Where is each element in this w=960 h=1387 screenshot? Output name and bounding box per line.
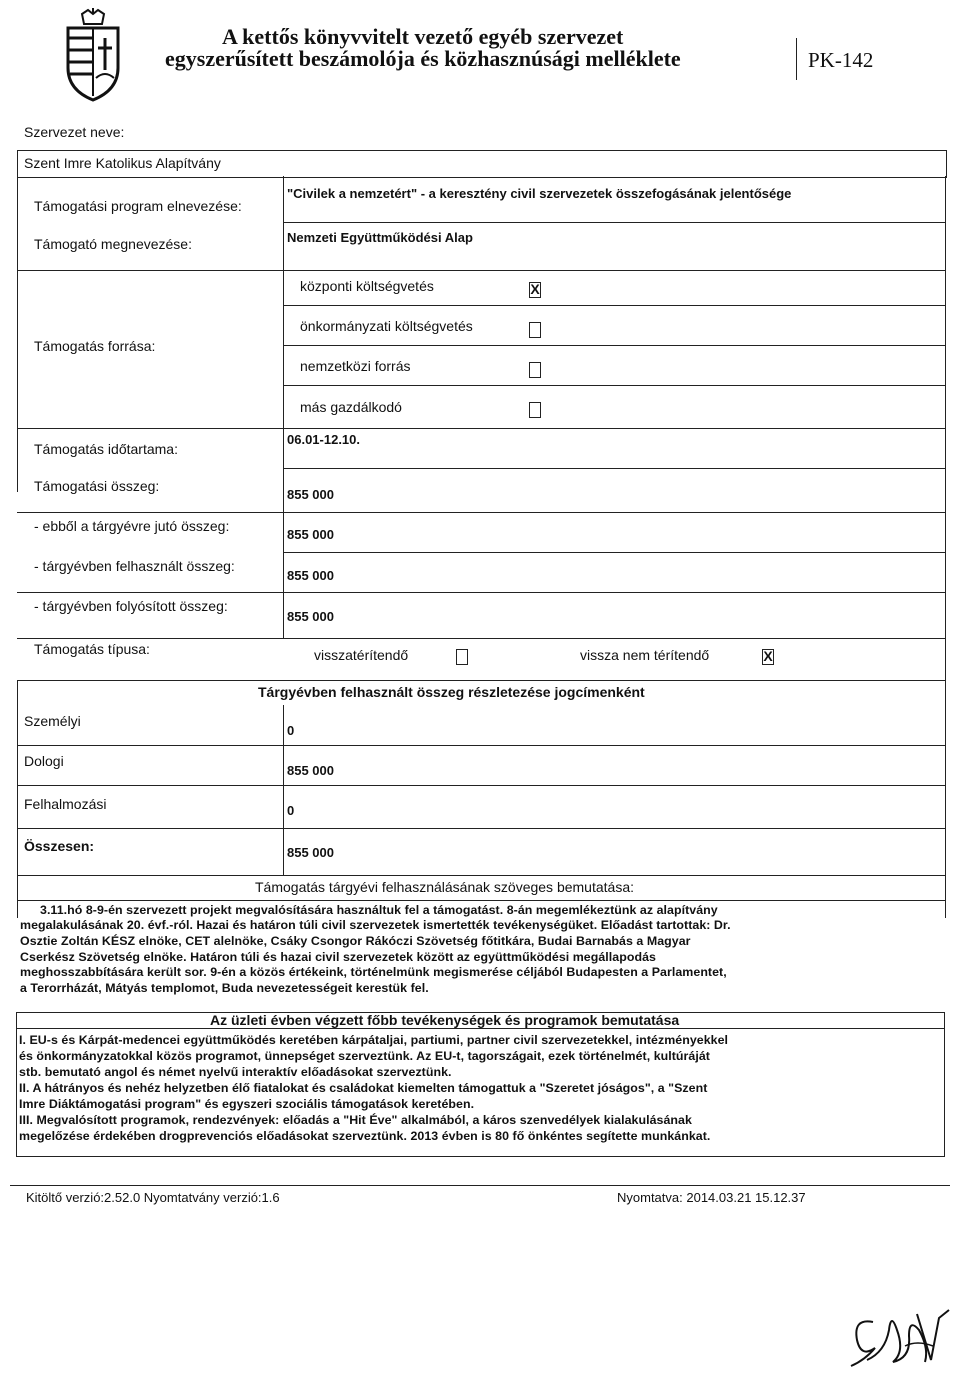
source-central-label: központi költségvetés — [300, 278, 434, 294]
supporter-label: Támogató megnevezése: — [34, 236, 192, 252]
handwritten-signature — [845, 1300, 955, 1380]
source-municipal-label: önkormányzati költségvetés — [300, 318, 473, 334]
year-share-value: 855 000 — [287, 527, 334, 542]
activities-line: stb. bemutató angol és német nyelvű interaktív előadásokat szerveztünk. — [19, 1065, 452, 1079]
type-refundable-checkbox[interactable] — [456, 649, 468, 665]
usage-line: 3.11.hó 8-9-én szervezett projekt megvalósítására használtuk fel a támogatást. 8-án megemlékeztünk az alapítvány — [40, 903, 718, 917]
program-value: "Civilek a nemzetért" - a keresztény civil szervezetek összefogásának jelentősége — [287, 186, 792, 201]
breakdown-personal-value: 0 — [287, 723, 295, 738]
paid-amount-label: - tárgyévben folyósított összeg: — [34, 598, 228, 614]
breakdown-total-value: 855 000 — [287, 845, 334, 860]
usage-line: megalakulásának 20. évf.-ról. Hazai és határon túli civil szervezetek ismertették tevékenységüket. Előadást tartottak: Dr. — [20, 918, 731, 932]
type-label: Támogatás típusa: — [34, 641, 150, 657]
type-nonrefundable-checkbox[interactable]: X — [763, 648, 773, 664]
activities-line: Imre Diáktámogatási program" és egyszeri szociális támogatások keretében. — [19, 1097, 475, 1111]
year-share-label: - ebből a tárgyévre jutó összeg: — [34, 518, 230, 534]
source-international-label: nemzetközi forrás — [300, 358, 411, 374]
type-nonrefundable-label: vissza nem térítendő — [580, 647, 710, 663]
footer-version: Kitöltő verzió:2.52.0 Nyomtatvány verzió:1.6 — [26, 1190, 280, 1205]
coat-of-arms-icon — [62, 8, 124, 102]
paid-amount-value: 855 000 — [287, 609, 334, 624]
used-amount-value: 855 000 — [287, 568, 334, 583]
usage-line: meghosszabbítására került sor. 9-én a közös értékeink, történelmünk megismerése céljából Budapesten a Parlamentet, — [20, 965, 727, 979]
source-municipal-checkbox[interactable] — [529, 322, 541, 338]
org-name-label: Szervezet neve: — [24, 124, 125, 140]
breakdown-total-label: Összesen: — [24, 838, 95, 854]
activities-heading: Az üzleti évben végzett főbb tevékenységek és programok bemutatása — [210, 1012, 680, 1028]
breakdown-heading: Tárgyévben felhasznált összeg részletezése jogcímenként — [258, 684, 645, 700]
amount-label: Támogatási összeg: — [34, 478, 160, 494]
duration-label: Támogatás időtartama: — [34, 441, 178, 457]
form-title-line2: egyszerűsített beszámolója és közhasznúsági melléklete — [165, 46, 681, 71]
supporter-value: Nemzeti Együttműködési Alap — [287, 230, 473, 245]
breakdown-personal-label: Személyi — [24, 713, 81, 729]
breakdown-material-value: 855 000 — [287, 763, 334, 778]
source-other-company-checkbox[interactable] — [529, 402, 541, 418]
type-refundable-label: visszatérítendő — [314, 647, 409, 663]
source-international-checkbox[interactable] — [529, 362, 541, 378]
usage-line: Cserkész Szövetség elnöke. Határon túli és hazai civil szervezetek között az együttműködési megállapodás — [20, 950, 656, 964]
usage-line: Osztie Zoltán KÉSZ elnöke, CET alelnöke, Csáky Csongor Rákóczi Szövetség főtitkára, Budai Barnabás a Magyar — [20, 934, 691, 948]
activities-line: és önkormányzatokkal közös programot, ünnepséget szerveztünk. Az EU-t, tagországait, ezek történelmét, kultúráját — [19, 1049, 710, 1063]
form-title-line1: A kettős könyvvitelt vezető egyéb szervezet — [222, 24, 624, 49]
program-label: Támogatási program elnevezése: — [34, 198, 242, 214]
activities-line: II. A hátrányos és nehéz helyzetben élő fiatalokat és családokat kiemelten támogattuk a "Szeretet jóságos", a "Szent — [19, 1081, 708, 1095]
activities-line: III. Megvalósított programok, rendezvények: előadás a "Hit Éve" alkalmából, a káros szenvedélyek kialakulásának — [19, 1113, 692, 1127]
footer-printed: Nyomtatva: 2014.03.21 15.12.37 — [617, 1190, 806, 1205]
source-central-checkbox[interactable]: X — [530, 281, 540, 297]
usage-line: a Terorrházát, Mátyás templomot, Buda nevezetességeit kerestük fel. — [20, 981, 429, 995]
amount-value: 855 000 — [287, 487, 334, 502]
usage-heading: Támogatás tárgyévi felhasználásának szöveges bemutatása: — [255, 879, 634, 895]
used-amount-label: - tárgyévben felhasznált összeg: — [34, 558, 235, 574]
form-code: PK-142 — [808, 48, 874, 72]
activities-line: I. EU-s és Kárpát-medencei együttműködés keretében kárpátaljai, partiumi, partner civil szervezetekkel, intézményekkel — [19, 1033, 729, 1047]
source-label: Támogatás forrása: — [34, 338, 156, 354]
duration-value: 06.01-12.10. — [287, 432, 361, 447]
breakdown-capital-label: Felhalmozási — [24, 796, 107, 812]
source-other-company-label: más gazdálkodó — [300, 399, 402, 415]
activities-line: megelőzése érdekében drogprevenciós előadásokat szerveztünk. 2013 évben is 80 fő önkéntes segítette munkánkat. — [19, 1129, 711, 1143]
breakdown-capital-value: 0 — [287, 803, 295, 818]
org-name-value: Szent Imre Katolikus Alapítvány — [24, 155, 221, 171]
breakdown-material-label: Dologi — [24, 753, 64, 769]
